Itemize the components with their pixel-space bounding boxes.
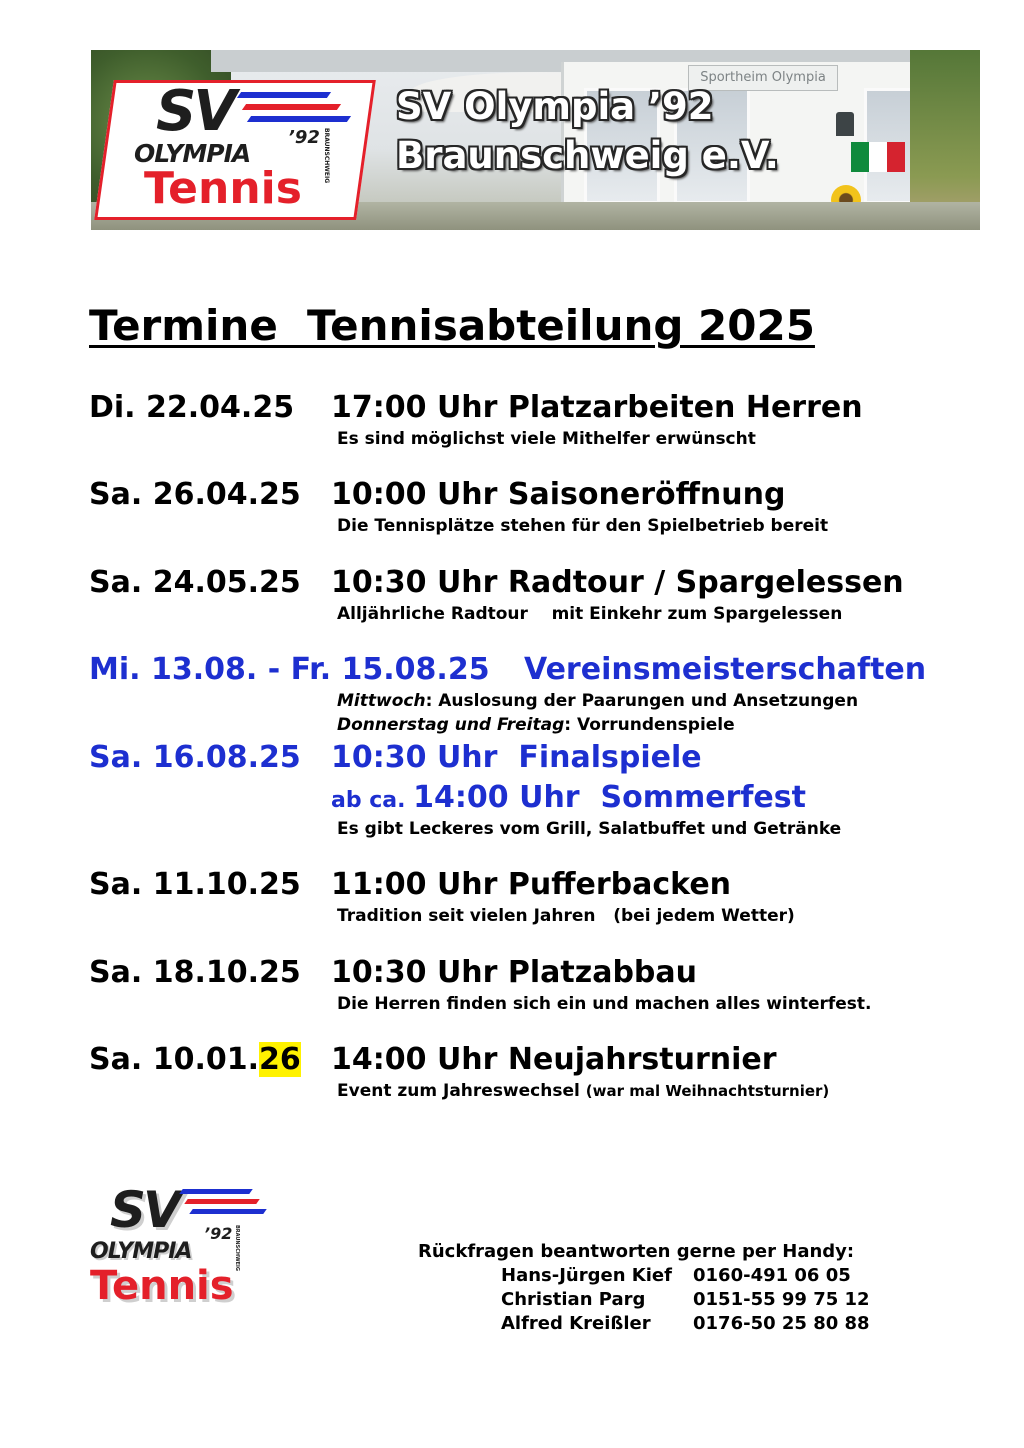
logo-city: BRAUNSCHWEIG [323, 128, 330, 184]
event-description-text: : Auslosung der Paarungen und Ansetzungen [425, 691, 859, 711]
event-title: 11:00 Uhr Pufferbacken [331, 867, 732, 902]
event-date: Sa. 24.05.25 [89, 565, 301, 600]
event-title-prefix: ab ca. [331, 788, 414, 813]
event-title: 10:00 Uhr Saisoneröffnung [331, 477, 786, 512]
banner-clubhouse-sign: Sportheim Olympia [688, 65, 838, 91]
event-date: Di. 22.04.25 [89, 390, 295, 425]
contact-name: Christian Parg [501, 1289, 646, 1310]
logo-olympia: OLYMPIA [90, 1239, 192, 1264]
event-description [337, 714, 735, 736]
contact-phone: 0176-50 25 80 88 [693, 1313, 870, 1334]
event-description: Es gibt Leckeres vom Grill, Salatbuffet und Getränke [337, 819, 842, 839]
event-description: Die Tennisplätze stehen für den Spielbetrieb bereit [337, 516, 829, 536]
logo-stripe-blue [237, 92, 331, 98]
logo-stripe-red [184, 1199, 260, 1204]
event-title: 14:00 Uhr Neujahrsturnier [331, 1042, 777, 1077]
logo-olympia: OLYMPIA [134, 139, 251, 168]
banner-lamp [836, 112, 854, 136]
event-title: Vereinsmeisterschaften [524, 652, 927, 687]
event-date: Sa. 11.10.25 [89, 867, 301, 902]
banner-flag [851, 142, 906, 172]
logo-stripe-blue [179, 1189, 253, 1194]
logo-city: BRAUNSCHWEIG [234, 1225, 240, 1271]
event-description-label: Mittwoch [337, 691, 426, 711]
event-title-secondary [331, 780, 806, 819]
banner-title [396, 83, 779, 181]
club-logo-footer [88, 1183, 268, 1323]
logo-year: ’92 [288, 127, 320, 148]
contact-name: Alfred Kreißler [501, 1313, 651, 1334]
event-title: 17:00 Uhr Platzarbeiten Herren [331, 390, 863, 425]
event-description-note: (war mal Weihnachtsturnier) [585, 1082, 830, 1100]
event-description: Die Herren finden sich ein und machen alles winterfest. [337, 994, 872, 1014]
contact-phone: 0151-55 99 75 12 [693, 1289, 870, 1310]
logo-year: ’92 [204, 1224, 233, 1243]
event-date [89, 1042, 301, 1078]
logo-sv: SV [156, 79, 234, 144]
event-title: 10:30 Uhr Radtour / Spargelessen [331, 565, 904, 600]
logo-tennis: Tennis [90, 1263, 234, 1309]
logo-sv: SV [110, 1181, 179, 1239]
contact-heading: Rückfragen beantworten gerne per Handy: [418, 1241, 855, 1262]
event-date: Sa. 18.10.25 [89, 955, 301, 990]
logo-stripe-blue [247, 116, 351, 122]
event-title: 10:30 Uhr Platzabbau [331, 955, 698, 990]
event-title: 10:30 Uhr Finalspiele [331, 740, 702, 775]
banner-title-line1: SV Olympia ’92 [396, 85, 714, 128]
logo-stripe-blue [189, 1209, 267, 1214]
event-description: Alljährliche Radtour mit Einkehr zum Spargelessen [337, 604, 843, 624]
event-date: Sa. 16.08.25 [89, 740, 301, 775]
event-date: Mi. 13.08. - Fr. 15.08.25 [89, 652, 490, 687]
contact-phone: 0160-491 06 05 [693, 1265, 851, 1286]
event-description-label: Donnerstag und Freitag [337, 715, 565, 735]
event-date-highlight: 26 [258, 1042, 301, 1077]
event-description-text: Event zum Jahreswechsel [337, 1081, 586, 1101]
event-description [337, 1080, 829, 1102]
event-date: Sa. 26.04.25 [89, 477, 301, 512]
club-logo [104, 80, 366, 220]
event-title-text: 14:00 Uhr Sommerfest [413, 780, 806, 815]
banner-title-line2: Braunschweig e.V. [396, 134, 779, 177]
page-title: Termine Tennisabteilung 2025 [89, 301, 815, 350]
contact-name: Hans-Jürgen Kief [501, 1265, 672, 1286]
event-description: Es sind möglichst viele Mithelfer erwünscht [337, 429, 756, 449]
event-date-prefix: Sa. 10.01. [89, 1042, 259, 1077]
logo-stripe-red [242, 104, 341, 110]
event-description: Tradition seit vielen Jahren (bei jedem Wetter) [337, 906, 795, 926]
logo-tennis: Tennis [144, 163, 302, 214]
event-description [337, 690, 858, 712]
event-description-text: : Vorrundenspiele [564, 715, 735, 735]
